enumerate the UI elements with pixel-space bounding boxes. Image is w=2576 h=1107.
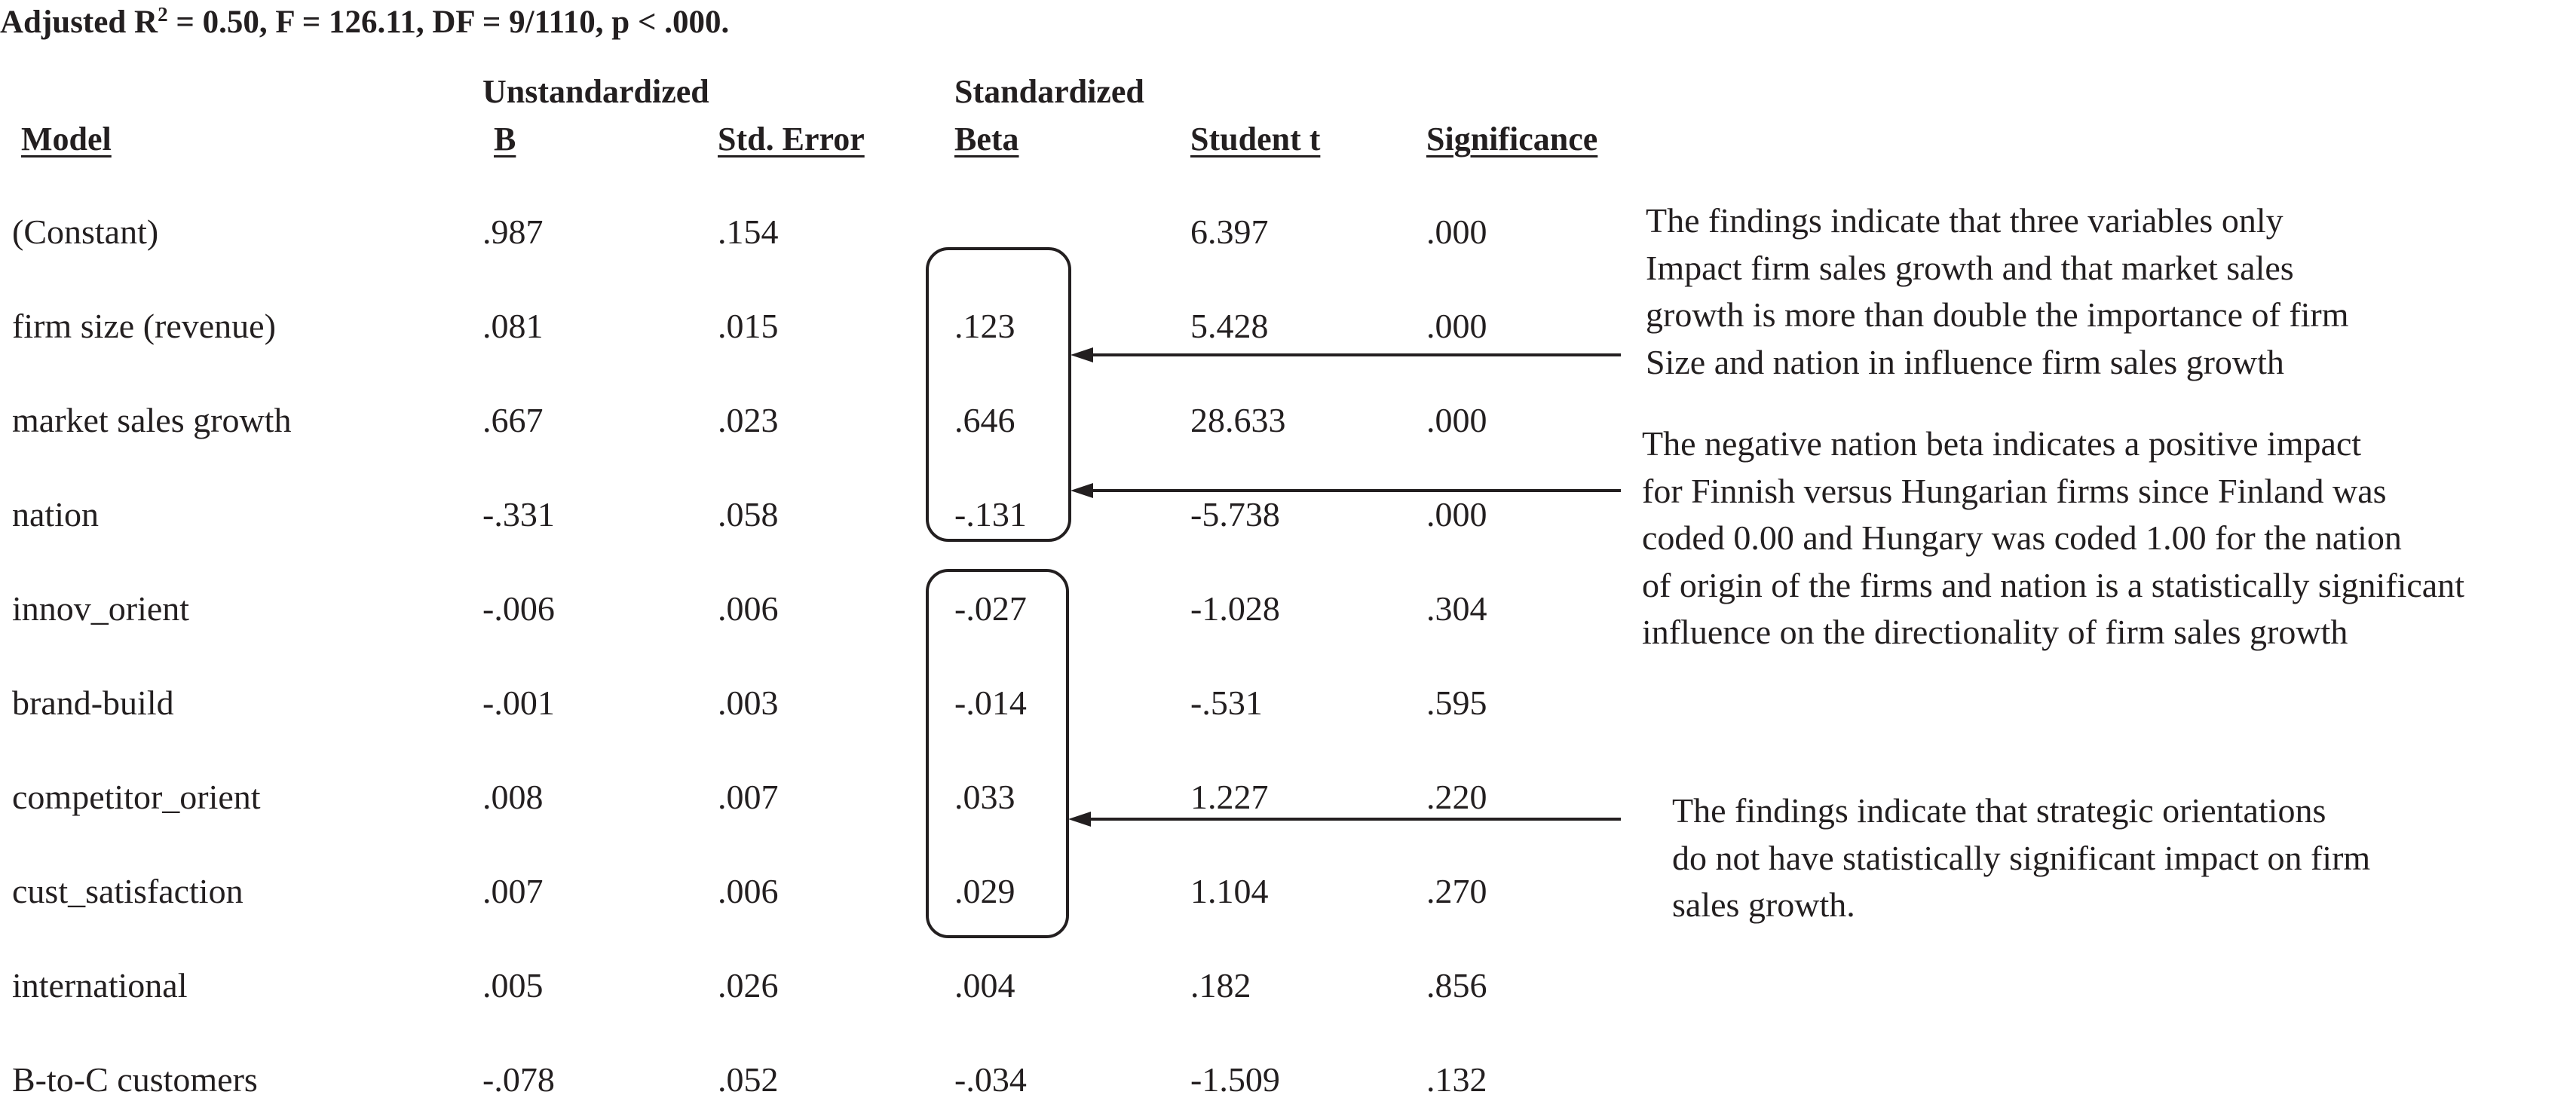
cell-model: cust_satisfaction (12, 872, 244, 910)
cell-student-t: 1.227 (1190, 778, 1269, 816)
annotation-line: The findings indicate that three variables only (1646, 201, 2283, 240)
cell-beta: .033 (954, 778, 1015, 816)
arrow-3 (1068, 812, 1621, 827)
cell-beta: .646 (954, 401, 1015, 439)
cell-b: .667 (482, 401, 544, 439)
annotation-line: for Finnish versus Hungarian firms since Finland was (1642, 471, 2387, 510)
annotation-line: The findings indicate that strategic orientations (1672, 791, 2326, 830)
cell-b: -.331 (482, 495, 555, 534)
cell-significance: .220 (1426, 778, 1487, 816)
cell-student-t: -.531 (1190, 683, 1263, 722)
annotation-line: influence on the directionality of firm sales growth (1642, 613, 2348, 651)
cell-significance: .132 (1426, 1060, 1487, 1099)
cell-std-error: .015 (718, 307, 779, 345)
column-header-b: B (494, 121, 516, 157)
cell-b: .005 (482, 966, 544, 1005)
cell-std-error: .154 (718, 213, 779, 251)
beta-bracket-significant (927, 249, 1070, 540)
cell-std-error: .023 (718, 401, 779, 439)
cell-std-error: .058 (718, 495, 779, 534)
cell-std-error: .007 (718, 778, 779, 816)
cell-model: brand-build (12, 683, 174, 722)
annotation-line: coded 0.00 and Hungary was coded 1.00 for the nation (1642, 518, 2402, 557)
cell-beta: -.027 (954, 589, 1027, 628)
annotation-line: The negative nation beta indicates a positive impact (1642, 424, 2362, 463)
cell-significance: .000 (1426, 401, 1487, 439)
column-header-student-t: Student t (1190, 121, 1321, 157)
cell-std-error: .052 (718, 1060, 779, 1099)
beta-bracket-orientations (927, 570, 1067, 937)
cell-model: market sales growth (12, 401, 292, 439)
annotation-line: of origin of the firms and nation is a statistically significant (1642, 565, 2464, 604)
cell-student-t: -1.509 (1190, 1060, 1280, 1099)
cell-model: firm size (revenue) (12, 307, 276, 345)
cell-b: -.078 (482, 1060, 555, 1099)
cell-beta: .029 (954, 872, 1015, 910)
cell-student-t: -1.028 (1190, 589, 1280, 628)
cell-student-t: 6.397 (1190, 213, 1269, 251)
cell-model: (Constant) (12, 213, 159, 251)
column-header-std-error: Std. Error (718, 121, 865, 157)
cell-model: international (12, 966, 188, 1005)
annotation-line: Size and nation in influence firm sales growth (1646, 342, 2284, 381)
arrow-1 (1071, 347, 1621, 362)
stat-superscript: 2 (158, 3, 168, 26)
cell-student-t: -5.738 (1190, 495, 1280, 534)
standardized-group-header: Standardized (954, 73, 1144, 110)
column-header-significance: Significance (1426, 121, 1598, 157)
cell-model: competitor_orient (12, 778, 261, 816)
cell-significance: .304 (1426, 589, 1487, 628)
annotation-line: do not have statistically significant impact on firm (1672, 838, 2371, 877)
cell-b: .081 (482, 307, 544, 345)
cell-significance: .000 (1426, 307, 1487, 345)
annotation-line: growth is more than double the importance of firm (1646, 295, 2349, 334)
cell-significance: .595 (1426, 683, 1487, 722)
cell-significance: .000 (1426, 495, 1487, 534)
arrow-2 (1071, 483, 1621, 498)
cell-std-error: .026 (718, 966, 779, 1005)
stat-prefix: Adjusted R (0, 5, 158, 40)
cell-b: .007 (482, 872, 544, 910)
stat-suffix: = 0.50, F = 126.11, DF = 9/1110, p < .000. (167, 5, 730, 40)
cell-beta: -.014 (954, 683, 1027, 722)
cell-b: .008 (482, 778, 544, 816)
cell-std-error: .003 (718, 683, 779, 722)
cell-model: innov_orient (12, 589, 190, 628)
column-header-beta: Beta (954, 121, 1019, 157)
cell-std-error: .006 (718, 589, 779, 628)
cell-beta: -.131 (954, 495, 1027, 534)
cell-beta: -.034 (954, 1060, 1027, 1099)
cell-student-t: 5.428 (1190, 307, 1269, 345)
cell-beta: .123 (954, 307, 1015, 345)
column-header-model: Model (21, 121, 112, 157)
unstandardized-group-header: Unstandardized (482, 73, 709, 110)
cell-model: B-to-C customers (12, 1060, 258, 1099)
cell-significance: .270 (1426, 872, 1487, 910)
cell-student-t: .182 (1190, 966, 1251, 1005)
cell-significance: .000 (1426, 213, 1487, 251)
cell-b: -.001 (482, 683, 555, 722)
cell-student-t: 28.633 (1190, 401, 1286, 439)
cell-std-error: .006 (718, 872, 779, 910)
annotation-line: sales growth. (1672, 885, 1855, 924)
cell-b: -.006 (482, 589, 555, 628)
cell-b: .987 (482, 213, 544, 251)
cell-beta: .004 (954, 966, 1015, 1005)
cell-model: nation (12, 495, 99, 534)
annotation-line: Impact firm sales growth and that market sales (1646, 248, 2294, 287)
cell-student-t: 1.104 (1190, 872, 1269, 910)
cell-significance: .856 (1426, 966, 1487, 1005)
